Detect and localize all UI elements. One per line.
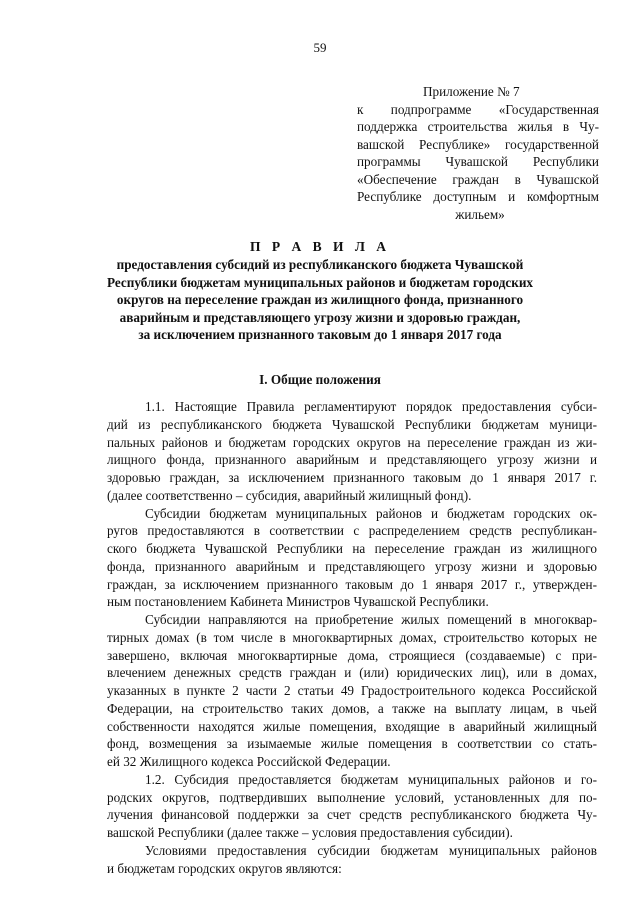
body-line: дий из республиканского бюджета Чувашской Республики бюджетам муници-: [107, 416, 597, 432]
body-line: Субсидии бюджетам муниципальных районов и бюджетам городских ок-: [145, 505, 597, 521]
subtitle-line: Республики бюджетам муниципальных районов и бюджетам городских: [106, 274, 534, 290]
section-heading: I. Общие положения: [259, 372, 381, 387]
appendix-line: к подпрограмме «Государственная: [357, 101, 599, 117]
page-number: 59: [313, 40, 327, 55]
body-line: лучения финансовой поддержки за счет средств республиканского бюджета Чу-: [107, 807, 597, 823]
body-line: 1.2. Субсидия предоставляется бюджетам муниципальных районов и го-: [145, 771, 597, 787]
body-line: фонд, возмещения за изымаемые жилые помещения в соответствии со стать-: [107, 736, 597, 752]
body-text: [107, 398, 597, 877]
appendix-line: поддержка строительства жилья в Чу-: [357, 119, 599, 134]
body-line: лищного фонда, признанного аварийным и представляющего угрозу жизни и: [107, 452, 597, 468]
body-line: вашской Республики (далее также – условия предоставления субсидии).: [107, 825, 513, 840]
body-line: родских округов, подтвердивших выполнение условий, установленных для по-: [107, 789, 597, 805]
appendix-line: «Обеспечение граждан в Чувашской: [357, 171, 599, 187]
body-line: тирных домах (в том числе в многоквартирных домах, строительство которых не: [107, 629, 597, 645]
body-line: 1.1. Настоящие Правила регламентируют порядок предоставления субси-: [145, 399, 597, 414]
body-line: собственности находятся жилые помещения, входящие в аварийный жилищный: [107, 718, 597, 734]
appendix-line: вашской Республике» государственной: [357, 136, 599, 152]
body-line: фонда, признанного аварийным и представляющего угрозу жизни и здоровью: [107, 558, 597, 574]
body-line: Федерации, на строительство таких домов, а также на выплату лицам, в чьей: [107, 700, 597, 716]
body-line: Субсидии направляются на приобретение жилых помещений в многоквар-: [145, 612, 597, 627]
subtitle-line: аварийным и представляющего угрозу жизни и здоровью граждан,: [119, 309, 521, 325]
body-line: здоровью граждан, за исключением признанного таковым до 1 января 2017 г.: [107, 470, 597, 485]
body-line: ей 32 Жилищного кодекса Российской Федерации.: [107, 754, 391, 769]
body-line: и бюджетам городских округов являются:: [107, 860, 342, 876]
appendix-line: программы Чувашской Республики: [357, 154, 599, 169]
body-line: ругов предоставляются в соответствии с распределением средств республикан-: [107, 523, 597, 539]
appendix-line: Приложение № 7: [423, 84, 520, 99]
document-title: П Р А В И Л А: [249, 239, 391, 254]
body-line: завершено, включая многоквартирные дома, строящиеся (создаваемые) с при-: [107, 647, 597, 663]
body-line: ского бюджета Чувашской Республики на переселение граждан из жилищного: [107, 541, 597, 556]
body-line: влечением денежных средств граждан и (или) юридических лиц), или в домах,: [107, 665, 597, 681]
body-line: указанных в пункте 2 части 2 статьи 49 Градостроительного кодекса Российской: [107, 683, 597, 698]
body-line: граждан, за исключением признанного таковым до 1 января 2017 г., утвержден-: [107, 576, 597, 592]
appendix-block: [357, 83, 599, 223]
subtitle-line: округов на переселение граждан из жилищного фонда, признанного: [116, 292, 524, 308]
body-line: ным постановлением Кабинета Министров Чувашской Республики.: [107, 594, 489, 610]
document-subtitle: [80, 256, 560, 344]
appendix-line: Республике доступным и комфортным: [357, 189, 599, 204]
appendix-line: жильем»: [455, 206, 505, 222]
subtitle-line: предоставления субсидий из республиканского бюджета Чувашской: [116, 257, 524, 272]
subtitle-line: за исключением признанного таковым до 1 января 2017 года: [138, 327, 502, 343]
body-line: пальных районов и бюджетам городских округов на переселение граждан из жи-: [107, 434, 597, 450]
body-line: (далее соответственно – субсидия, аварийный жилищный фонд).: [107, 487, 472, 503]
body-line: Условиями предоставления субсидии бюджетам муниципальных районов: [145, 842, 597, 858]
